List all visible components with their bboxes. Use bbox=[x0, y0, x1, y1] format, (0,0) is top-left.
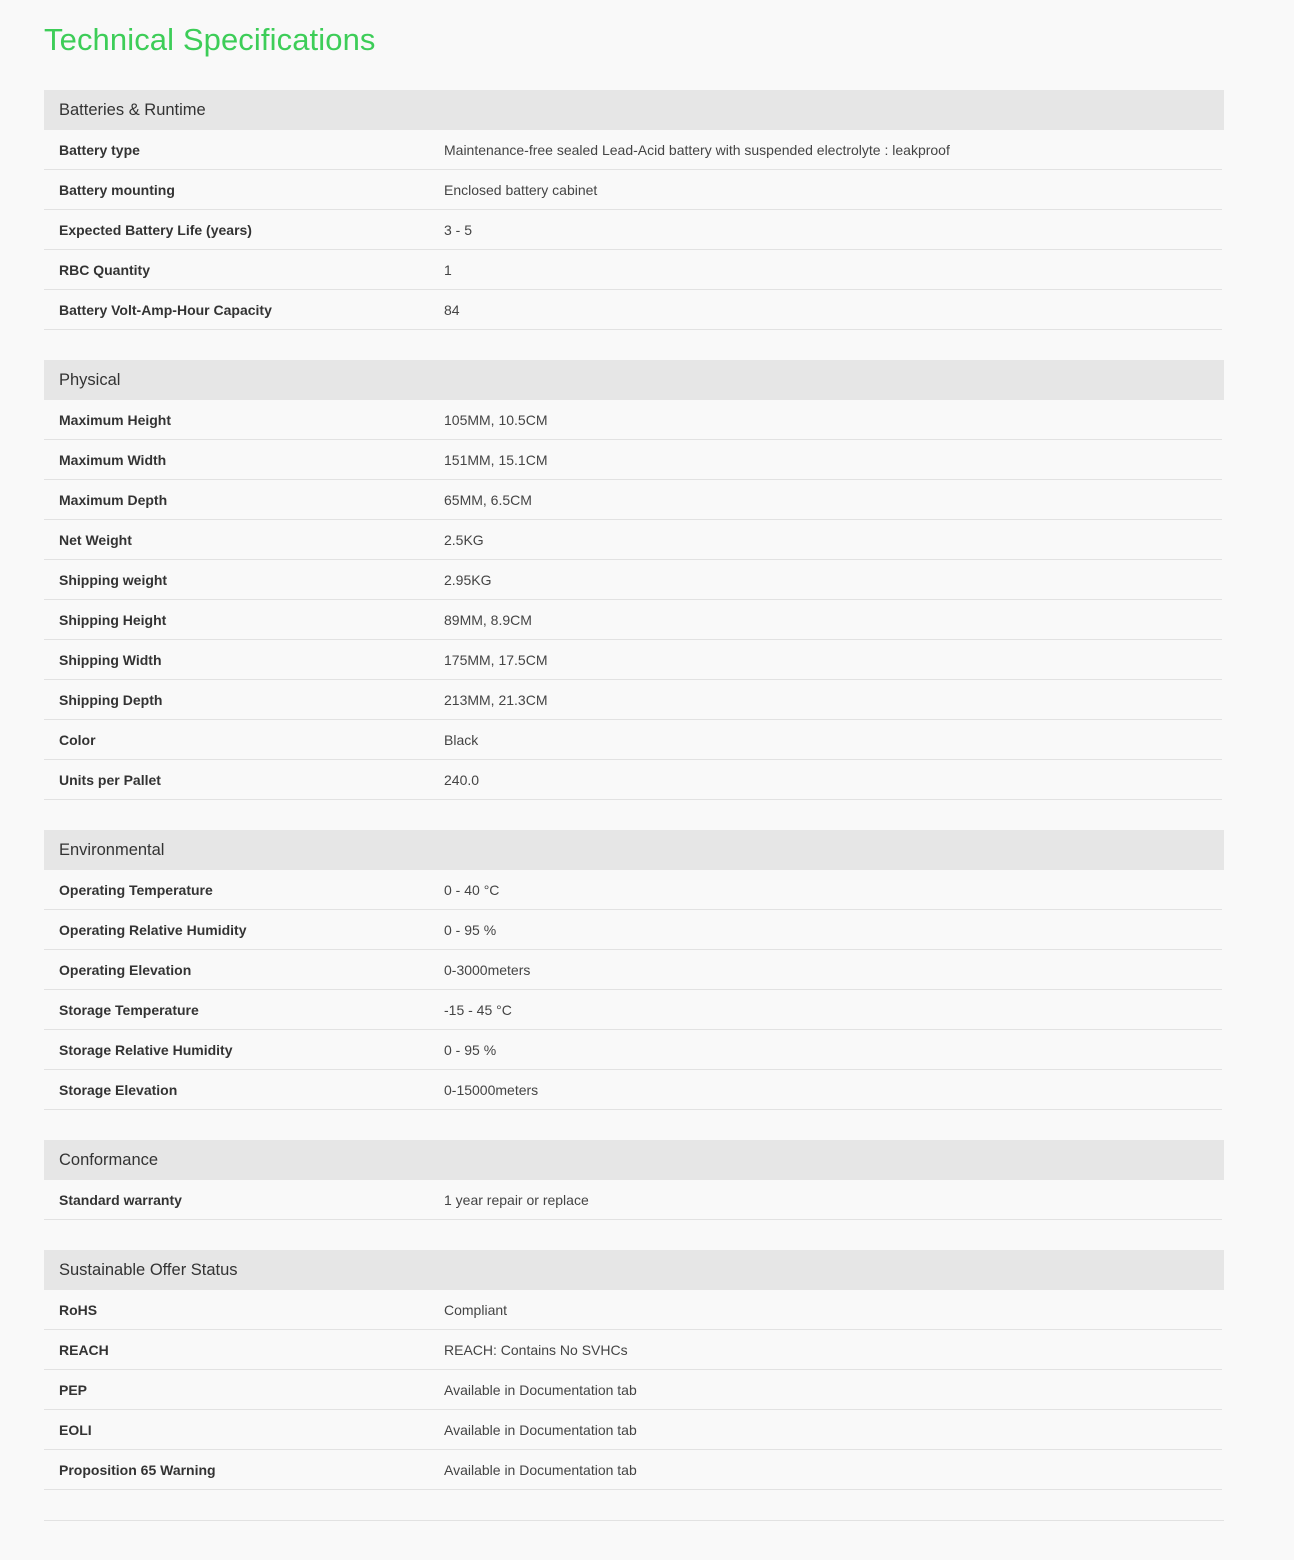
spec-value: 2.95KG bbox=[444, 571, 492, 588]
spec-value: 0 - 40 °C bbox=[444, 881, 500, 898]
spec-value: 151MM, 15.1CM bbox=[444, 451, 548, 468]
spec-label: Storage Temperature bbox=[59, 1001, 199, 1018]
spec-row bbox=[44, 1330, 1222, 1370]
spec-row bbox=[44, 1370, 1222, 1410]
spec-value: Available in Documentation tab bbox=[444, 1421, 637, 1438]
spec-row bbox=[44, 910, 1222, 950]
spec-label: REACH bbox=[59, 1341, 109, 1358]
spec-label: Proposition 65 Warning bbox=[59, 1461, 216, 1478]
spec-row bbox=[44, 1450, 1222, 1490]
spec-row bbox=[44, 480, 1222, 520]
spec-row bbox=[44, 640, 1222, 680]
spec-label: EOLI bbox=[59, 1421, 92, 1438]
spec-label: Maximum Width bbox=[59, 451, 167, 468]
spec-row bbox=[44, 250, 1222, 290]
spec-label: Standard warranty bbox=[59, 1191, 182, 1208]
spec-value: REACH: Contains No SVHCs bbox=[444, 1341, 628, 1358]
spec-value: 213MM, 21.3CM bbox=[444, 691, 548, 708]
spec-value: 105MM, 10.5CM bbox=[444, 411, 548, 428]
spec-value: Available in Documentation tab bbox=[444, 1381, 637, 1398]
spec-section bbox=[44, 90, 1224, 330]
spec-value: 0-15000meters bbox=[444, 1081, 539, 1098]
spec-row bbox=[44, 1410, 1222, 1450]
spec-value: 89MM, 8.9CM bbox=[444, 611, 532, 628]
spec-section bbox=[44, 1140, 1224, 1220]
spec-section bbox=[44, 360, 1224, 800]
spec-label: Battery type bbox=[59, 141, 140, 158]
spec-label: Shipping Width bbox=[59, 651, 162, 668]
spec-label: Operating Temperature bbox=[59, 881, 213, 898]
spec-row bbox=[44, 1290, 1222, 1330]
spec-label: PEP bbox=[59, 1381, 88, 1398]
section-header: Sustainable Offer Status bbox=[44, 1250, 1224, 1290]
spec-label: Storage Elevation bbox=[59, 1081, 178, 1098]
spec-row bbox=[44, 440, 1222, 480]
spec-label: Operating Relative Humidity bbox=[59, 921, 247, 938]
spec-value: 84 bbox=[444, 301, 460, 318]
spec-label: Color bbox=[59, 731, 96, 748]
spec-label: Battery Volt-Amp-Hour Capacity bbox=[59, 301, 272, 318]
spec-row bbox=[44, 1030, 1222, 1070]
spec-row bbox=[44, 520, 1222, 560]
section-header: Conformance bbox=[44, 1140, 1224, 1180]
spec-value: -15 - 45 °C bbox=[444, 1001, 512, 1018]
bottom-divider bbox=[44, 1520, 1224, 1521]
spec-value: 0 - 95 % bbox=[444, 921, 497, 938]
spec-label: Net Weight bbox=[59, 531, 132, 548]
spec-row bbox=[44, 990, 1222, 1030]
spec-label: Maximum Depth bbox=[59, 491, 168, 508]
spec-value: 175MM, 17.5CM bbox=[444, 651, 548, 668]
spec-row bbox=[44, 560, 1222, 600]
spec-value: 1 bbox=[444, 261, 452, 278]
spec-value: Maintenance-free sealed Lead-Acid battery with suspended electrolyte : leakproof bbox=[444, 141, 950, 158]
spec-label: Storage Relative Humidity bbox=[59, 1041, 233, 1058]
spec-value: Enclosed battery cabinet bbox=[444, 181, 598, 198]
spec-value: Black bbox=[444, 731, 479, 748]
spec-section bbox=[44, 1250, 1224, 1490]
spec-row bbox=[44, 600, 1222, 640]
spec-row bbox=[44, 720, 1222, 760]
spec-row bbox=[44, 760, 1222, 800]
spec-row bbox=[44, 290, 1222, 330]
spec-label: Shipping Height bbox=[59, 611, 167, 628]
spec-row bbox=[44, 210, 1222, 250]
spec-label: Shipping Depth bbox=[59, 691, 163, 708]
spec-value: 0 - 95 % bbox=[444, 1041, 497, 1058]
spec-row bbox=[44, 400, 1222, 440]
spec-value: 240.0 bbox=[444, 771, 480, 788]
spec-row bbox=[44, 680, 1222, 720]
spec-label: Battery mounting bbox=[59, 181, 175, 198]
spec-value: Compliant bbox=[444, 1301, 508, 1318]
spec-label: Operating Elevation bbox=[59, 961, 192, 978]
spec-row bbox=[44, 170, 1222, 210]
spec-row bbox=[44, 1180, 1222, 1220]
section-header: Physical bbox=[44, 360, 1224, 400]
spec-section bbox=[44, 830, 1224, 1110]
spec-row bbox=[44, 1070, 1222, 1110]
spec-label: Units per Pallet bbox=[59, 771, 161, 788]
spec-label: Shipping weight bbox=[59, 571, 168, 588]
page-title: Technical Specifications bbox=[44, 22, 376, 57]
spec-row bbox=[44, 950, 1222, 990]
spec-value: 0-3000meters bbox=[444, 961, 531, 978]
spec-row bbox=[44, 130, 1222, 170]
section-header: Environmental bbox=[44, 830, 1224, 870]
spec-label: Expected Battery Life (years) bbox=[59, 221, 252, 238]
spec-label: RoHS bbox=[59, 1301, 98, 1318]
spec-row bbox=[44, 870, 1222, 910]
spec-value: 2.5KG bbox=[444, 531, 484, 548]
spec-label: RBC Quantity bbox=[59, 261, 150, 278]
specifications-table bbox=[44, 90, 1224, 1521]
section-header: Batteries & Runtime bbox=[44, 90, 1224, 130]
spec-value: 1 year repair or replace bbox=[444, 1191, 589, 1208]
spec-label: Maximum Height bbox=[59, 411, 172, 428]
spec-value: 65MM, 6.5CM bbox=[444, 491, 532, 508]
spec-value: Available in Documentation tab bbox=[444, 1461, 637, 1478]
spec-value: 3 - 5 bbox=[444, 221, 473, 238]
